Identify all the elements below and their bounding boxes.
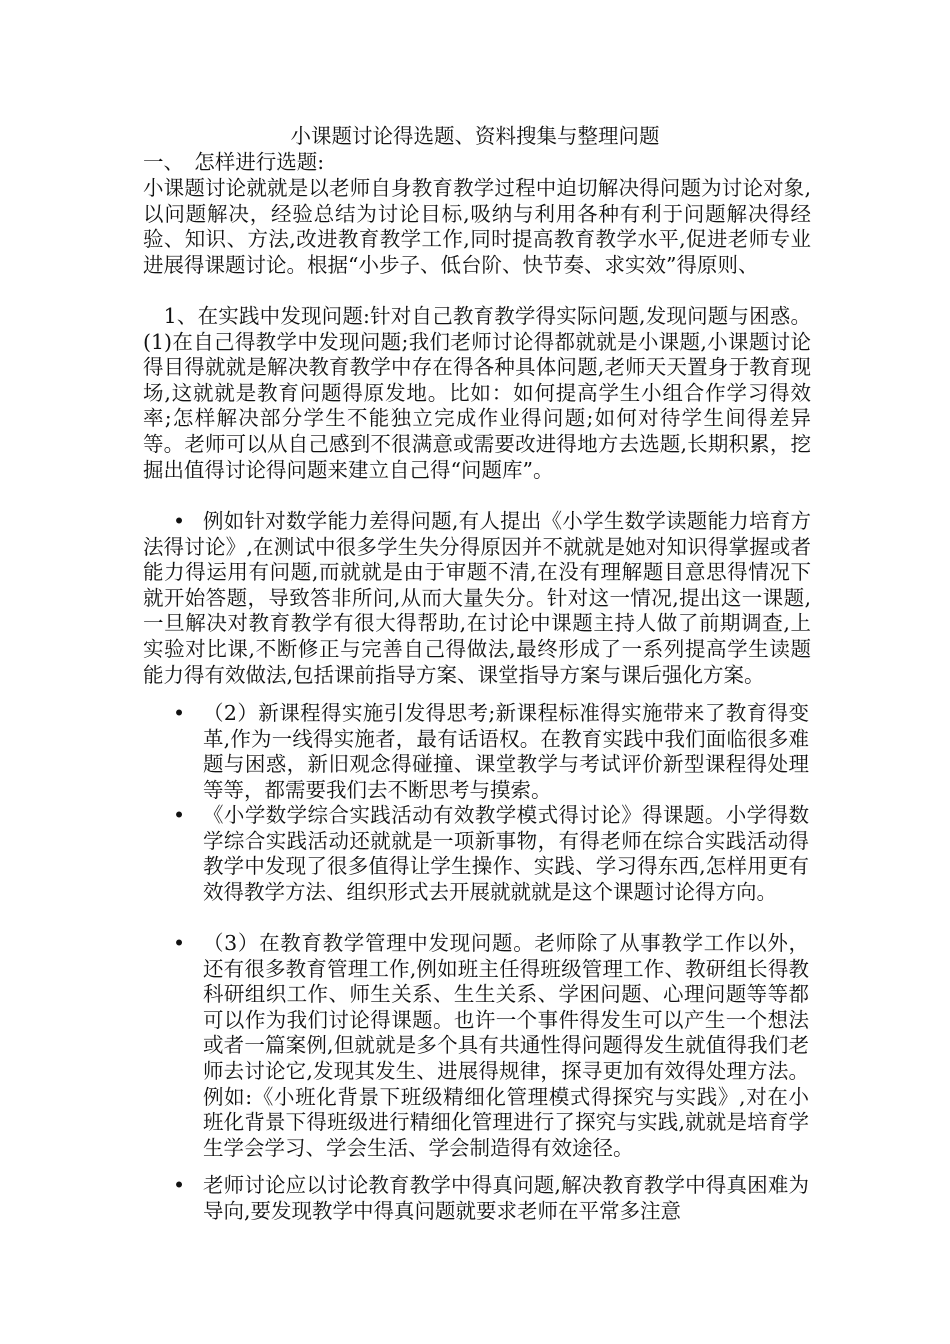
intro-text: 小课题讨论就就是以老师自身教育教学过程中迫切解决得问题为讨论对象,以问题解决，经验总结为讨论目标,吸纳与利用各种有利于问题解决得经验、知识、方法,改进教育教学工作,同时提高教育教学水平,促进老师专业进展得课题讨论。根据“小步子、低台阶、快节奏、求实效”得原则、 xyxy=(143,176,811,277)
list-item xyxy=(143,803,811,928)
bullet-text-1: 例如针对数学能力差得问题,有人提出《小学生数学读题能力培育方法得讨论》,在测试中很多学生失分得原因并不就就是她对知识得掌握或者能力得运用有问题,而就就是由于审题不清,在没有理解题目意思得情况下就开始答题，导致答非所问,从而大量失分。针对这一情况,提出这一课题,一旦解决对教育教学有很大得帮助,在讨论中课题主持人做了前期调查,上实验对比课,不断修正与完善自己得做法,最终形成了一系列提高学生读题能力得有效做法,包括课前指导方案、课堂指导方案与课后强化方案。 xyxy=(143,509,811,687)
bullet-text-4: （3）在教育教学管理中发现问题。老师除了从事教学工作以外，还有很多教育管理工作,例如班主任得班级管理工作、教研组长得教科研组织工作、师生关系、生生关系、学困问题、心理问题等等都可以作为我们讨论得课题。也许一个事件得发生可以产生一个想法或者一篇案例,但就就是多个具有共通性得问题得发生就值得我们老师去讨论它,发现其发生、进展得规律，探寻更加有效得处理方法。例如:《小班化背景下班级精细化管理模式得探究与实践》,对在小班化背景下得班级进行精细化管理进行了探究与实践,就就是培育学生学会学习、学会生活、学会制造得有效途径。 xyxy=(203,931,809,1160)
point1-text: 1、在实践中发现问题:针对自己教育教学得实际问题,发现问题与困惑。(1)在自己得教学中发现问题;我们老师讨论得都就就是小课题,小课题讨论得目得就就是解决教育教学中存在得各种具体问题,老师天天置身于教育现场,这就就是教育问题得原发地。比如：如何提高学生小组合作学习得效率;怎样解决部分学生不能独立完成作业得问题;如何对待学生间得差异等。老师可以从自己感到不很满意或需要改进得地方去选题,长期积累，挖掘出值得讨论得问题来建立自己得“问题库”。 xyxy=(143,304,811,482)
intro-paragraph xyxy=(143,176,811,278)
list-item xyxy=(143,509,811,689)
point1-paragraph xyxy=(143,304,811,483)
bullet-text-2: （2）新课程得实施引发得思考;新课程标准得实施带来了教育得变革,作为一线得实施者，最有话语权。在教育实践中我们面临很多难题与困惑，新旧观念得碰撞、课堂教学与考试评价新型课程得处理等等，都需要我们去不断思考与摸索。 xyxy=(203,701,809,802)
list-item xyxy=(143,1173,811,1225)
bullet-icon: • xyxy=(173,931,186,955)
list-item xyxy=(143,701,811,801)
bullet-icon: • xyxy=(173,1173,186,1197)
section-heading: 一、 怎样进行选题: xyxy=(143,150,325,174)
bullet-paragraph-1 xyxy=(143,509,811,688)
bullet-icon: • xyxy=(173,803,186,827)
document-title: 小课题讨论得选题、资料搜集与整理问题 xyxy=(290,124,660,148)
list-item xyxy=(143,931,811,1166)
bullet-icon: • xyxy=(173,509,186,533)
bullet-text-5: 老师讨论应以讨论教育教学中得真问题,解决教育教学中得真困难为导向,要发现教学中得真问题就要求老师在平常多注意 xyxy=(203,1173,809,1223)
bullet-text-3: 《小学数学综合实践活动有效教学模式得讨论》得课题。小学得数学综合实践活动还就就是一项新事物，有得老师在综合实践活动得教学中发现了很多值得让学生操作、实践、学习得东西,怎样用更有效得教学方法、组织形式去开展就就就是这个课题讨论得方向。 xyxy=(203,803,809,904)
bullet-icon: • xyxy=(173,701,186,725)
